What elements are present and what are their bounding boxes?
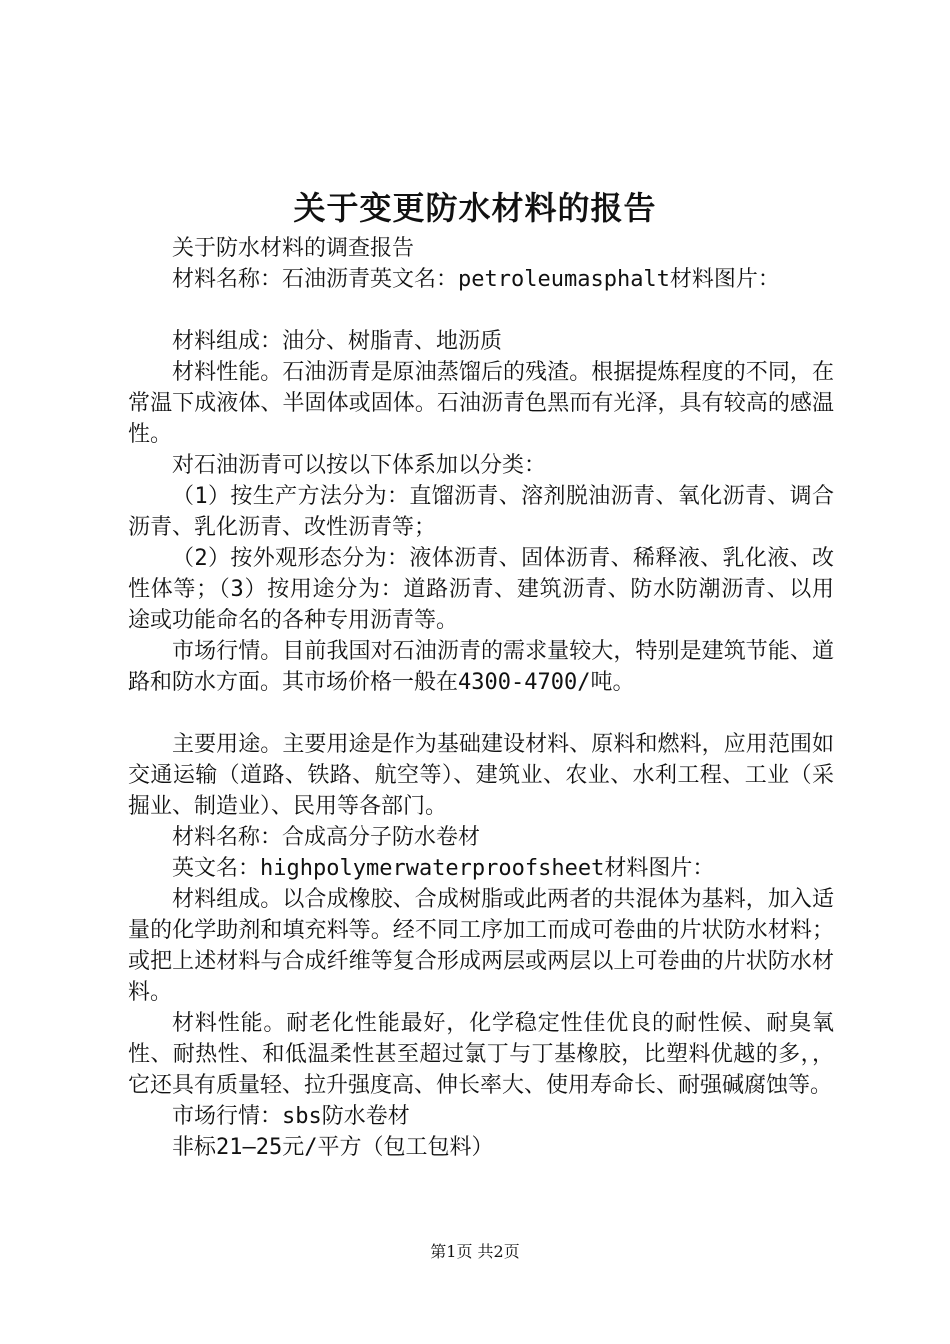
paragraph-material-name-polymer: 材料名称：合成高分子防水卷材 bbox=[172, 825, 481, 850]
paragraph-asphalt-uses: 主要用途。主要用途是作为基础建设材料、原料和燃料，应用范围如交通运输（道路、铁路、航空等）、建筑业、农业、水利工程、工业（采掘业、制造业）、民用等各部门。 bbox=[128, 732, 834, 819]
paragraph-asphalt-composition: 材料组成：油分、树脂青、地沥质 bbox=[172, 329, 503, 354]
page-number: 第1页 共2页 bbox=[430, 1242, 520, 1261]
paragraph-classification-intro: 对石油沥青可以按以下体系加以分类： bbox=[172, 453, 547, 478]
paragraph-asphalt-market: 市场行情。目前我国对石油沥青的需求量较大，特别是建筑节能、道路和防水方面。其市场价格一般在4300-4700/吨。 bbox=[128, 639, 834, 695]
paragraph-polymer-performance: 材料性能。耐老化性能最好，化学稳定性佳优良的耐性候、耐臭氧性、耐热性、和低温柔性甚至超过氯丁与丁基橡胶，比塑料优越的多，，它还具有质量轻、拉升强度高、伸长率大、使用寿命长、耐强碱腐蚀等。 bbox=[128, 1011, 834, 1098]
document-title: 关于变更防水材料的报告 bbox=[293, 189, 657, 227]
paragraph-classification-method: （1）按生产方法分为：直馏沥青、溶剂脱油沥青、氧化沥青、调合沥青、乳化沥青、改性沥青等； bbox=[128, 484, 834, 540]
paragraph-classification-form-use: （2）按外观形态分为：液体沥青、固体沥青、稀释液、乳化液、改性体等；（3）按用途分为：道路沥青、建筑沥青、防水防潮沥青、以用途或功能命名的各种专用沥青等。 bbox=[128, 546, 834, 633]
paragraph-asphalt-performance: 材料性能。石油沥青是原油蒸馏后的残渣。根据提炼程度的不同，在常温下成液体、半固体或固体。石油沥青色黑而有光泽，具有较高的感温性。 bbox=[128, 360, 834, 447]
paragraph-survey-heading: 关于防水材料的调查报告 bbox=[172, 236, 415, 261]
document-body bbox=[128, 233, 834, 1163]
paragraph-polymer-composition: 材料组成。以合成橡胶、合成树脂或此两者的共混体为基料，加入适量的化学助剂和填充料等。经不同工序加工而成可卷曲的片状防水材料；或把上述材料与合成纤维等复合形成两层或两层以上可卷曲的片状防水材料。 bbox=[128, 887, 834, 1005]
paragraph-material-name-asphalt: 材料名称：石油沥青英文名：petroleumasphalt材料图片： bbox=[172, 267, 780, 292]
paragraph-polymer-market: 市场行情：sbs防水卷材 bbox=[172, 1104, 410, 1129]
paragraph-polymer-price: 非标21—25元/平方（包工包料） bbox=[172, 1135, 494, 1160]
paragraph-english-name-polymer: 英文名：highpolymerwaterproofsheet材料图片： bbox=[172, 856, 715, 881]
